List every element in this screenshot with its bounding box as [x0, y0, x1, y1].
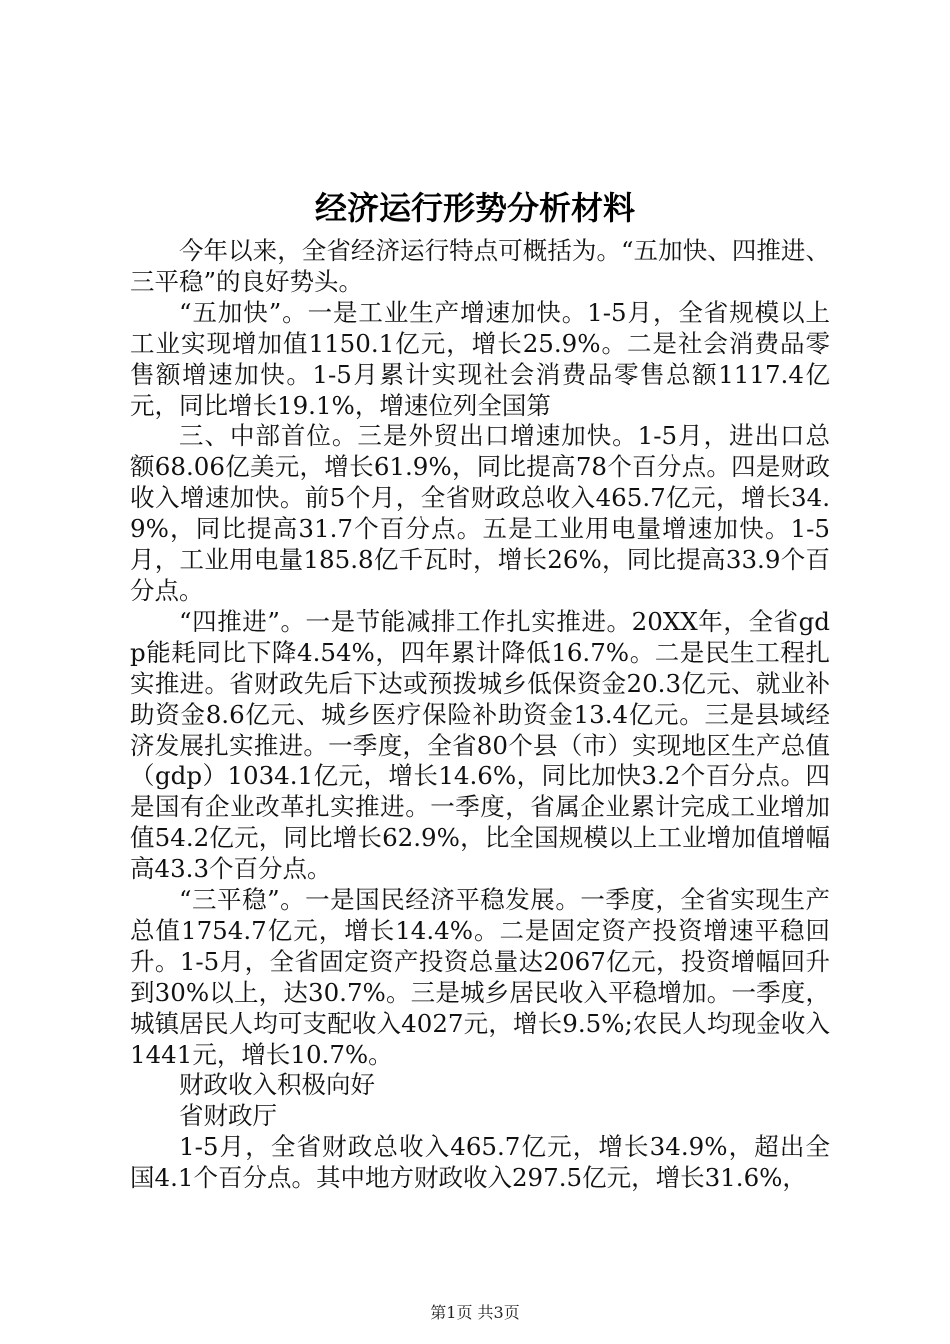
- paragraph-four-advances: “四推进”。一是节能减排工作扎实推进。20XX年，全省gdp能耗同比下降4.54%，四年累计降低16.7%。二是民生工程扎实推进。省财政先后下达或预拨城乡低保资金20.3亿元、就业补助资金8.6亿元、城乡医疗保险补助资金13.4亿元。三是县域经济发展扎实推进。一季度，全省80个县（市）实现地区生产总值（gdp）1034.1亿元，增长14.6%，同比加快3.2个百分点。四是国有企业改革扎实推进。一季度，省属企业累计完成工业增加值54.2亿元，同比增长62.9%，比全国规模以上工业增加值增幅高43.3个百分点。: [130, 606, 830, 884]
- page-number-footer: 第1页 共3页: [430, 1303, 520, 1322]
- paragraph-five-accelerations-continued: 三、中部首位。三是外贸出口增速加快。1-5月，进出口总额68.06亿美元，增长61.9%，同比提高78个百分点。四是财政收入增速加快。前5个月，全省财政总收入465.7亿元，增长34.9%，同比提高31.7个百分点。五是工业用电量增速加快。1-5月，工业用电量185.8亿千瓦时，增长26%，同比提高33.9个百分点。: [130, 421, 830, 605]
- paragraph-fiscal-revenue: 1-5月，全省财政总收入465.7亿元，增长34.9%，超出全国4.1个百分点。其中地方财政收入297.5亿元，增长31.6%，: [130, 1132, 830, 1193]
- paragraph-five-accelerations: “五加快”。一是工业生产增速加快。1-5月，全省规模以上工业实现增加值1150.1亿元，增长25.9%。二是社会消费品零售额增速加快。1-5月累计实现社会消费品零售总额1117.4亿元，同比增长19.1%，增速位列全国第: [130, 297, 830, 420]
- paragraph-intro: 今年以来，全省经济运行特点可概括为。“五加快、四推进、三平稳”的良好势头。: [130, 236, 830, 296]
- document-body: [130, 236, 830, 1194]
- document-title: 经济运行形势分析材料: [314, 189, 635, 227]
- paragraph-three-stabilities: “三平稳”。一是国民经济平稳发展。一季度，全省实现生产总值1754.7亿元，增长14.4%。二是固定资产投资增速平稳回升。1-5月，全省固定资产投资总量达2067亿元，投资增幅回升到30%以上，达30.7%。三是城乡居民收入平稳增加。一季度，城镇居民人均可支配收入4027元，增长9.5%;农民人均现金收入1441元，增长10.7%。: [130, 885, 830, 1069]
- section-author: 省财政厅: [179, 1101, 277, 1131]
- section-heading-fiscal-revenue: 财政收入积极向好: [179, 1070, 375, 1100]
